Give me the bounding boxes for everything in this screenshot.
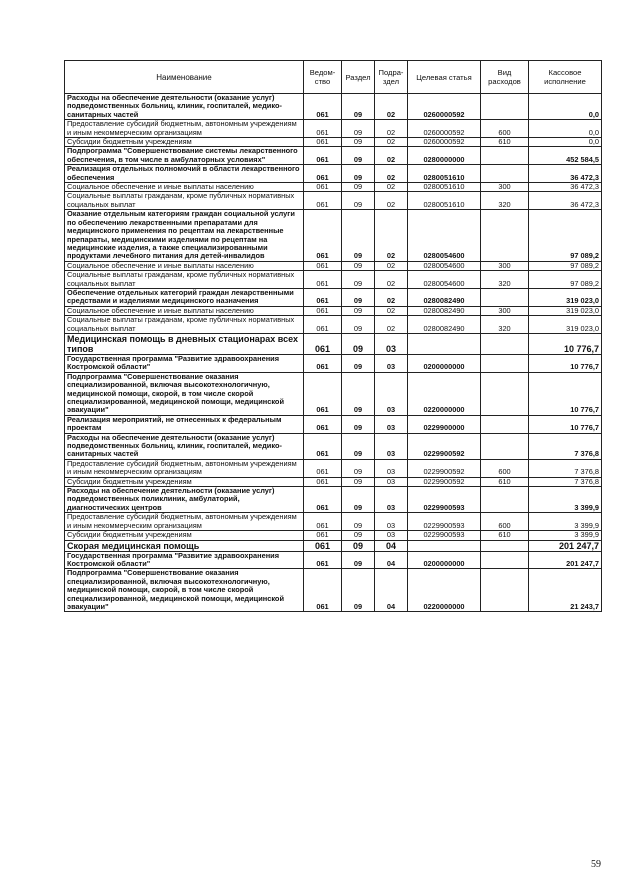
cell-expense-type bbox=[481, 540, 529, 551]
cell-expense-type: 610 bbox=[481, 531, 529, 540]
cell-target: 0280000000 bbox=[408, 147, 481, 165]
table-row bbox=[65, 459, 602, 477]
table-row bbox=[65, 147, 602, 165]
cell-target: 0280054600 bbox=[408, 261, 481, 270]
cell-expense-type: 600 bbox=[481, 513, 529, 531]
cell-amount: 36 472,3 bbox=[529, 183, 602, 192]
cell-section: 09 bbox=[342, 210, 375, 261]
table-row bbox=[65, 306, 602, 315]
cell-amount: 7 376,8 bbox=[529, 433, 602, 459]
cell-subsection: 04 bbox=[375, 551, 408, 569]
cell-subsection: 03 bbox=[375, 333, 408, 354]
cell-target: 0200000000 bbox=[408, 354, 481, 372]
cell-name: Социальные выплаты гражданам, кроме публичных нормативных социальных выплат bbox=[65, 192, 304, 210]
page-number: 59 bbox=[591, 859, 601, 870]
cell-amount: 7 376,8 bbox=[529, 459, 602, 477]
table-row bbox=[65, 487, 602, 513]
cell-subsection: 03 bbox=[375, 487, 408, 513]
cell-dept: 061 bbox=[304, 459, 342, 477]
cell-dept: 061 bbox=[304, 192, 342, 210]
cell-amount: 97 089,2 bbox=[529, 271, 602, 289]
cell-name: Предоставление субсидий бюджетным, автономным учреждениям и иным некоммерческим организациям bbox=[65, 513, 304, 531]
cell-target: 0280082490 bbox=[408, 306, 481, 315]
cell-amount: 0,0 bbox=[529, 120, 602, 138]
cell-section: 09 bbox=[342, 433, 375, 459]
cell-name: Оказание отдельным категориям граждан социальной услуги по обеспечению лекарственными препаратами для медицинского применения по рецептам на лекарственные препараты, медицинскими изделиями по рецептам на медицинские изделия, а также специализированными продуктами лечебного питания для детей-инвалидов bbox=[65, 210, 304, 261]
cell-name: Реализация мероприятий, не отнесенных к федеральным проектам bbox=[65, 415, 304, 433]
table-row bbox=[65, 354, 602, 372]
cell-target: 0229900593 bbox=[408, 487, 481, 513]
cell-section: 09 bbox=[342, 165, 375, 183]
cell-expense-type bbox=[481, 147, 529, 165]
cell-section: 09 bbox=[342, 531, 375, 540]
cell-target: 0280082490 bbox=[408, 316, 481, 334]
cell-amount: 36 472,3 bbox=[529, 165, 602, 183]
table-row bbox=[65, 271, 602, 289]
cell-subsection: 03 bbox=[375, 354, 408, 372]
cell-target: 0280082490 bbox=[408, 288, 481, 306]
cell-section: 09 bbox=[342, 316, 375, 334]
cell-dept: 061 bbox=[304, 372, 342, 415]
cell-section: 09 bbox=[342, 551, 375, 569]
cell-amount: 10 776,7 bbox=[529, 333, 602, 354]
cell-section: 09 bbox=[342, 94, 375, 120]
table-row bbox=[65, 94, 602, 120]
cell-name: Расходы на обеспечение деятельности (оказание услуг) подведомственных больниц, клиник, госпиталей, медико-санитарных частей bbox=[65, 433, 304, 459]
cell-expense-type bbox=[481, 433, 529, 459]
cell-expense-type bbox=[481, 551, 529, 569]
cell-target: 0200000000 bbox=[408, 551, 481, 569]
table-header-row bbox=[65, 61, 602, 94]
cell-name: Социальное обеспечение и иные выплаты населению bbox=[65, 183, 304, 192]
table-body bbox=[65, 94, 602, 612]
cell-subsection: 02 bbox=[375, 138, 408, 147]
cell-subsection: 03 bbox=[375, 531, 408, 540]
cell-target: 0220000000 bbox=[408, 372, 481, 415]
cell-section: 09 bbox=[342, 306, 375, 315]
cell-amount: 319 023,0 bbox=[529, 316, 602, 334]
cell-section: 09 bbox=[342, 372, 375, 415]
table-row bbox=[65, 540, 602, 551]
table-row bbox=[65, 210, 602, 261]
cell-target: 0229900592 bbox=[408, 477, 481, 486]
table-row bbox=[65, 288, 602, 306]
cell-section: 09 bbox=[342, 487, 375, 513]
cell-amount: 10 776,7 bbox=[529, 372, 602, 415]
cell-amount: 97 089,2 bbox=[529, 210, 602, 261]
cell-subsection: 03 bbox=[375, 477, 408, 486]
cell-subsection: 03 bbox=[375, 433, 408, 459]
cell-amount: 10 776,7 bbox=[529, 354, 602, 372]
cell-expense-type: 300 bbox=[481, 261, 529, 270]
cell-subsection: 03 bbox=[375, 415, 408, 433]
cell-name: Предоставление субсидий бюджетным, автономным учреждениям и иным некоммерческим организациям bbox=[65, 120, 304, 138]
cell-expense-type: 320 bbox=[481, 271, 529, 289]
col-header-dept: Ведом-ство bbox=[304, 61, 342, 94]
table-row bbox=[65, 433, 602, 459]
table-row bbox=[65, 372, 602, 415]
cell-name: Субсидии бюджетным учреждениям bbox=[65, 138, 304, 147]
cell-section: 09 bbox=[342, 183, 375, 192]
cell-expense-type: 600 bbox=[481, 120, 529, 138]
cell-subsection: 02 bbox=[375, 147, 408, 165]
cell-dept: 061 bbox=[304, 261, 342, 270]
cell-name: Подпрограмма "Совершенствование оказания специализированной, включая высокотехнологичную, медицинской помощи, скорой, в том числе скорой специализированной, медицинской помощи, медицинской эвакуации" bbox=[65, 372, 304, 415]
cell-dept: 061 bbox=[304, 94, 342, 120]
table-row bbox=[65, 120, 602, 138]
cell-subsection: 02 bbox=[375, 94, 408, 120]
cell-subsection: 03 bbox=[375, 513, 408, 531]
budget-table-container bbox=[64, 60, 601, 612]
cell-amount: 201 247,7 bbox=[529, 551, 602, 569]
cell-dept: 061 bbox=[304, 333, 342, 354]
cell-target bbox=[408, 540, 481, 551]
cell-amount: 36 472,3 bbox=[529, 192, 602, 210]
table-row bbox=[65, 333, 602, 354]
col-header-section: Раздел bbox=[342, 61, 375, 94]
cell-amount: 21 243,7 bbox=[529, 569, 602, 612]
cell-subsection: 02 bbox=[375, 165, 408, 183]
cell-section: 09 bbox=[342, 261, 375, 270]
cell-name: Подпрограмма "Совершенствование оказания специализированной, включая высокотехнологичную, медицинской помощи, скорой, в том числе скорой специализированной, медицинской помощи, медицинской эвакуации" bbox=[65, 569, 304, 612]
cell-target: 0229900592 bbox=[408, 433, 481, 459]
col-header-cash: Кассовое исполнение bbox=[529, 61, 602, 94]
cell-subsection: 04 bbox=[375, 540, 408, 551]
col-header-target: Целевая статья bbox=[408, 61, 481, 94]
cell-subsection: 04 bbox=[375, 569, 408, 612]
cell-subsection: 03 bbox=[375, 459, 408, 477]
cell-expense-type bbox=[481, 333, 529, 354]
cell-name: Субсидии бюджетным учреждениям bbox=[65, 531, 304, 540]
cell-amount: 7 376,8 bbox=[529, 477, 602, 486]
col-header-name: Наименование bbox=[65, 61, 304, 94]
cell-target: 0229900593 bbox=[408, 531, 481, 540]
cell-subsection: 02 bbox=[375, 210, 408, 261]
cell-subsection: 02 bbox=[375, 261, 408, 270]
cell-subsection: 02 bbox=[375, 192, 408, 210]
cell-dept: 061 bbox=[304, 120, 342, 138]
cell-section: 09 bbox=[342, 477, 375, 486]
cell-dept: 061 bbox=[304, 316, 342, 334]
cell-name: Социальное обеспечение и иные выплаты населению bbox=[65, 261, 304, 270]
cell-subsection: 02 bbox=[375, 183, 408, 192]
cell-target bbox=[408, 333, 481, 354]
cell-dept: 061 bbox=[304, 306, 342, 315]
cell-name: Медицинская помощь в дневных стационарах всех типов bbox=[65, 333, 304, 354]
cell-dept: 061 bbox=[304, 531, 342, 540]
cell-target: 0260000592 bbox=[408, 138, 481, 147]
cell-section: 09 bbox=[342, 354, 375, 372]
cell-section: 09 bbox=[342, 120, 375, 138]
cell-subsection: 02 bbox=[375, 306, 408, 315]
cell-amount: 3 399,9 bbox=[529, 531, 602, 540]
cell-amount: 0,0 bbox=[529, 94, 602, 120]
table-row bbox=[65, 513, 602, 531]
cell-target: 0280051610 bbox=[408, 165, 481, 183]
cell-dept: 061 bbox=[304, 477, 342, 486]
cell-name: Подпрограмма "Совершенствование системы лекарственного обеспечения, в том числе в амбулаторных условиях" bbox=[65, 147, 304, 165]
cell-subsection: 02 bbox=[375, 288, 408, 306]
table-row bbox=[65, 531, 602, 540]
cell-target: 0280051610 bbox=[408, 192, 481, 210]
cell-expense-type bbox=[481, 94, 529, 120]
cell-dept: 061 bbox=[304, 513, 342, 531]
cell-name: Государственная программа "Развитие здравоохранения Костромской области" bbox=[65, 551, 304, 569]
cell-name: Государственная программа "Развитие здравоохранения Костромской области" bbox=[65, 354, 304, 372]
cell-expense-type bbox=[481, 354, 529, 372]
cell-expense-type bbox=[481, 415, 529, 433]
cell-target: 0220000000 bbox=[408, 569, 481, 612]
cell-dept: 061 bbox=[304, 551, 342, 569]
cell-expense-type bbox=[481, 372, 529, 415]
cell-dept: 061 bbox=[304, 138, 342, 147]
cell-dept: 061 bbox=[304, 569, 342, 612]
cell-target: 0260000592 bbox=[408, 94, 481, 120]
cell-amount: 3 399,9 bbox=[529, 487, 602, 513]
table-row bbox=[65, 261, 602, 270]
table-row bbox=[65, 165, 602, 183]
cell-section: 09 bbox=[342, 288, 375, 306]
table-row bbox=[65, 183, 602, 192]
cell-dept: 061 bbox=[304, 147, 342, 165]
cell-section: 09 bbox=[342, 459, 375, 477]
cell-amount: 452 584,5 bbox=[529, 147, 602, 165]
table-row bbox=[65, 551, 602, 569]
cell-dept: 061 bbox=[304, 487, 342, 513]
cell-name: Обеспечение отдельных категорий граждан лекарственными средствами и изделиями медицинского назначения bbox=[65, 288, 304, 306]
cell-expense-type: 600 bbox=[481, 459, 529, 477]
table-row bbox=[65, 192, 602, 210]
cell-name: Предоставление субсидий бюджетным, автономным учреждениям и иным некоммерческим организациям bbox=[65, 459, 304, 477]
cell-target: 0229900593 bbox=[408, 513, 481, 531]
cell-section: 09 bbox=[342, 138, 375, 147]
cell-target: 0280054600 bbox=[408, 271, 481, 289]
table-row bbox=[65, 569, 602, 612]
cell-section: 09 bbox=[342, 271, 375, 289]
cell-dept: 061 bbox=[304, 354, 342, 372]
cell-dept: 061 bbox=[304, 183, 342, 192]
cell-dept: 061 bbox=[304, 165, 342, 183]
cell-expense-type: 320 bbox=[481, 316, 529, 334]
cell-subsection: 03 bbox=[375, 372, 408, 415]
cell-expense-type bbox=[481, 288, 529, 306]
table-row bbox=[65, 415, 602, 433]
cell-amount: 10 776,7 bbox=[529, 415, 602, 433]
cell-dept: 061 bbox=[304, 433, 342, 459]
cell-subsection: 02 bbox=[375, 120, 408, 138]
cell-expense-type: 320 bbox=[481, 192, 529, 210]
cell-amount: 201 247,7 bbox=[529, 540, 602, 551]
cell-target: 0229900000 bbox=[408, 415, 481, 433]
cell-target: 0260000592 bbox=[408, 120, 481, 138]
cell-subsection: 02 bbox=[375, 316, 408, 334]
cell-target: 0229900592 bbox=[408, 459, 481, 477]
cell-name: Реализация отдельных полномочий в области лекарственного обеспечения bbox=[65, 165, 304, 183]
cell-section: 09 bbox=[342, 415, 375, 433]
cell-amount: 3 399,9 bbox=[529, 513, 602, 531]
cell-subsection: 02 bbox=[375, 271, 408, 289]
cell-expense-type: 300 bbox=[481, 183, 529, 192]
cell-name: Социальные выплаты гражданам, кроме публичных нормативных социальных выплат bbox=[65, 316, 304, 334]
cell-amount: 319 023,0 bbox=[529, 306, 602, 315]
budget-execution-table bbox=[64, 60, 602, 612]
cell-expense-type: 610 bbox=[481, 477, 529, 486]
cell-name: Скорая медицинская помощь bbox=[65, 540, 304, 551]
cell-target: 0280051610 bbox=[408, 183, 481, 192]
cell-name: Субсидии бюджетным учреждениям bbox=[65, 477, 304, 486]
cell-expense-type bbox=[481, 569, 529, 612]
col-header-expense-type: Вид расходов bbox=[481, 61, 529, 94]
cell-dept: 061 bbox=[304, 540, 342, 551]
col-header-subsection: Подра-здел bbox=[375, 61, 408, 94]
cell-section: 09 bbox=[342, 540, 375, 551]
cell-section: 09 bbox=[342, 333, 375, 354]
table-row bbox=[65, 138, 602, 147]
table-row bbox=[65, 477, 602, 486]
cell-dept: 061 bbox=[304, 415, 342, 433]
cell-dept: 061 bbox=[304, 271, 342, 289]
cell-amount: 0,0 bbox=[529, 138, 602, 147]
cell-dept: 061 bbox=[304, 210, 342, 261]
cell-section: 09 bbox=[342, 147, 375, 165]
cell-dept: 061 bbox=[304, 288, 342, 306]
cell-name: Социальные выплаты гражданам, кроме публичных нормативных социальных выплат bbox=[65, 271, 304, 289]
cell-name: Расходы на обеспечение деятельности (оказание услуг) подведомственных больниц, клиник, госпиталей, медико-санитарных частей bbox=[65, 94, 304, 120]
cell-section: 09 bbox=[342, 192, 375, 210]
cell-section: 09 bbox=[342, 513, 375, 531]
cell-expense-type bbox=[481, 165, 529, 183]
table-row bbox=[65, 316, 602, 334]
cell-section: 09 bbox=[342, 569, 375, 612]
cell-name: Расходы на обеспечение деятельности (оказание услуг) подведомственных поликлиник, амбулаторий, диагностических центров bbox=[65, 487, 304, 513]
cell-amount: 319 023,0 bbox=[529, 288, 602, 306]
cell-expense-type: 610 bbox=[481, 138, 529, 147]
cell-expense-type bbox=[481, 210, 529, 261]
cell-name: Социальное обеспечение и иные выплаты населению bbox=[65, 306, 304, 315]
cell-target: 0280054600 bbox=[408, 210, 481, 261]
cell-expense-type: 300 bbox=[481, 306, 529, 315]
cell-amount: 97 089,2 bbox=[529, 261, 602, 270]
cell-expense-type bbox=[481, 487, 529, 513]
